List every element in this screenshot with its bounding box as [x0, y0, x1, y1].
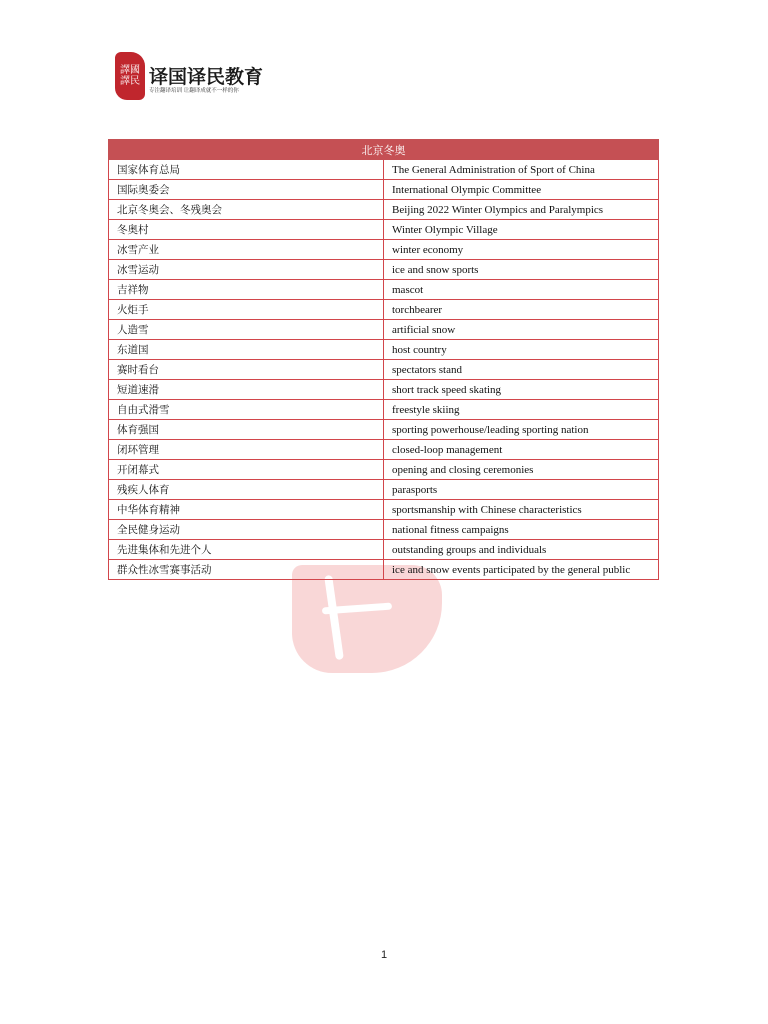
- table-row: [109, 560, 659, 580]
- term-chinese: 吉祥物: [109, 280, 384, 300]
- term-english: Winter Olympic Village: [384, 220, 659, 240]
- term-chinese: 体育强国: [109, 420, 384, 440]
- brand-logo: [115, 52, 285, 104]
- term-chinese: 中华体育精神: [109, 500, 384, 520]
- term-english: mascot: [384, 280, 659, 300]
- table-row: [109, 160, 659, 180]
- term-chinese: 冬奥村: [109, 220, 384, 240]
- term-english: sportsmanship with Chinese characteristics: [384, 500, 659, 520]
- term-chinese: 残疾人体育: [109, 480, 384, 500]
- table-row: [109, 380, 659, 400]
- brand-slogan: 专注翻译培训 让翻译成就不一样的你: [149, 88, 239, 94]
- term-chinese: 全民健身运动: [109, 520, 384, 540]
- term-chinese: 先进集体和先进个人: [109, 540, 384, 560]
- term-english: national fitness campaigns: [384, 520, 659, 540]
- term-chinese: 冰雪运动: [109, 260, 384, 280]
- table-row: [109, 260, 659, 280]
- term-chinese: 人造雪: [109, 320, 384, 340]
- term-english: freestyle skiing: [384, 400, 659, 420]
- table-row: [109, 520, 659, 540]
- term-english: opening and closing ceremonies: [384, 460, 659, 480]
- term-english: ice and snow sports: [384, 260, 659, 280]
- table-row: [109, 240, 659, 260]
- table-row: [109, 180, 659, 200]
- term-chinese: 群众性冰雪赛事活动: [109, 560, 384, 580]
- term-chinese: 东道国: [109, 340, 384, 360]
- term-english: host country: [384, 340, 659, 360]
- term-chinese: 国际奥委会: [109, 180, 384, 200]
- term-chinese: 自由式滑雪: [109, 400, 384, 420]
- brand-name: 译国译民教育: [149, 66, 264, 88]
- term-english: parasports: [384, 480, 659, 500]
- term-english: closed-loop management: [384, 440, 659, 460]
- table-row: [109, 300, 659, 320]
- table-row: [109, 540, 659, 560]
- term-english: International Olympic Committee: [384, 180, 659, 200]
- table-row: [109, 320, 659, 340]
- term-chinese: 火炬手: [109, 300, 384, 320]
- table-row: [109, 500, 659, 520]
- term-english: short track speed skating: [384, 380, 659, 400]
- term-english: ice and snow events participated by the general public: [384, 560, 659, 580]
- term-chinese: 赛时看台: [109, 360, 384, 380]
- term-chinese: 闭环管理: [109, 440, 384, 460]
- term-english: artificial snow: [384, 320, 659, 340]
- table-row: [109, 340, 659, 360]
- table-row: [109, 280, 659, 300]
- term-chinese: 短道速滑: [109, 380, 384, 400]
- term-english: outstanding groups and individuals: [384, 540, 659, 560]
- table-row: [109, 460, 659, 480]
- term-english: sporting powerhouse/leading sporting nation: [384, 420, 659, 440]
- table-row: [109, 200, 659, 220]
- table-body: [109, 160, 659, 580]
- page-number: 1: [380, 949, 388, 961]
- term-english: Beijing 2022 Winter Olympics and Paralympics: [384, 200, 659, 220]
- term-chinese: 国家体育总局: [109, 160, 384, 180]
- table-row: [109, 360, 659, 380]
- table-row: [109, 440, 659, 460]
- table-header-row: [109, 140, 659, 160]
- watermark-seal-icon: [292, 565, 442, 673]
- term-english: winter economy: [384, 240, 659, 260]
- term-english: The General Administration of Sport of China: [384, 160, 659, 180]
- term-chinese: 北京冬奥会、冬残奥会: [109, 200, 384, 220]
- logo-seal-icon: 譯國 譯民: [115, 52, 145, 100]
- term-chinese: 开闭幕式: [109, 460, 384, 480]
- table-row: [109, 420, 659, 440]
- term-english: torchbearer: [384, 300, 659, 320]
- table-row: [109, 220, 659, 240]
- glossary-table: [108, 139, 659, 580]
- table-row: [109, 400, 659, 420]
- term-chinese: 冰雪产业: [109, 240, 384, 260]
- table-row: [109, 480, 659, 500]
- term-english: spectators stand: [384, 360, 659, 380]
- table-title: 北京冬奥: [109, 140, 659, 160]
